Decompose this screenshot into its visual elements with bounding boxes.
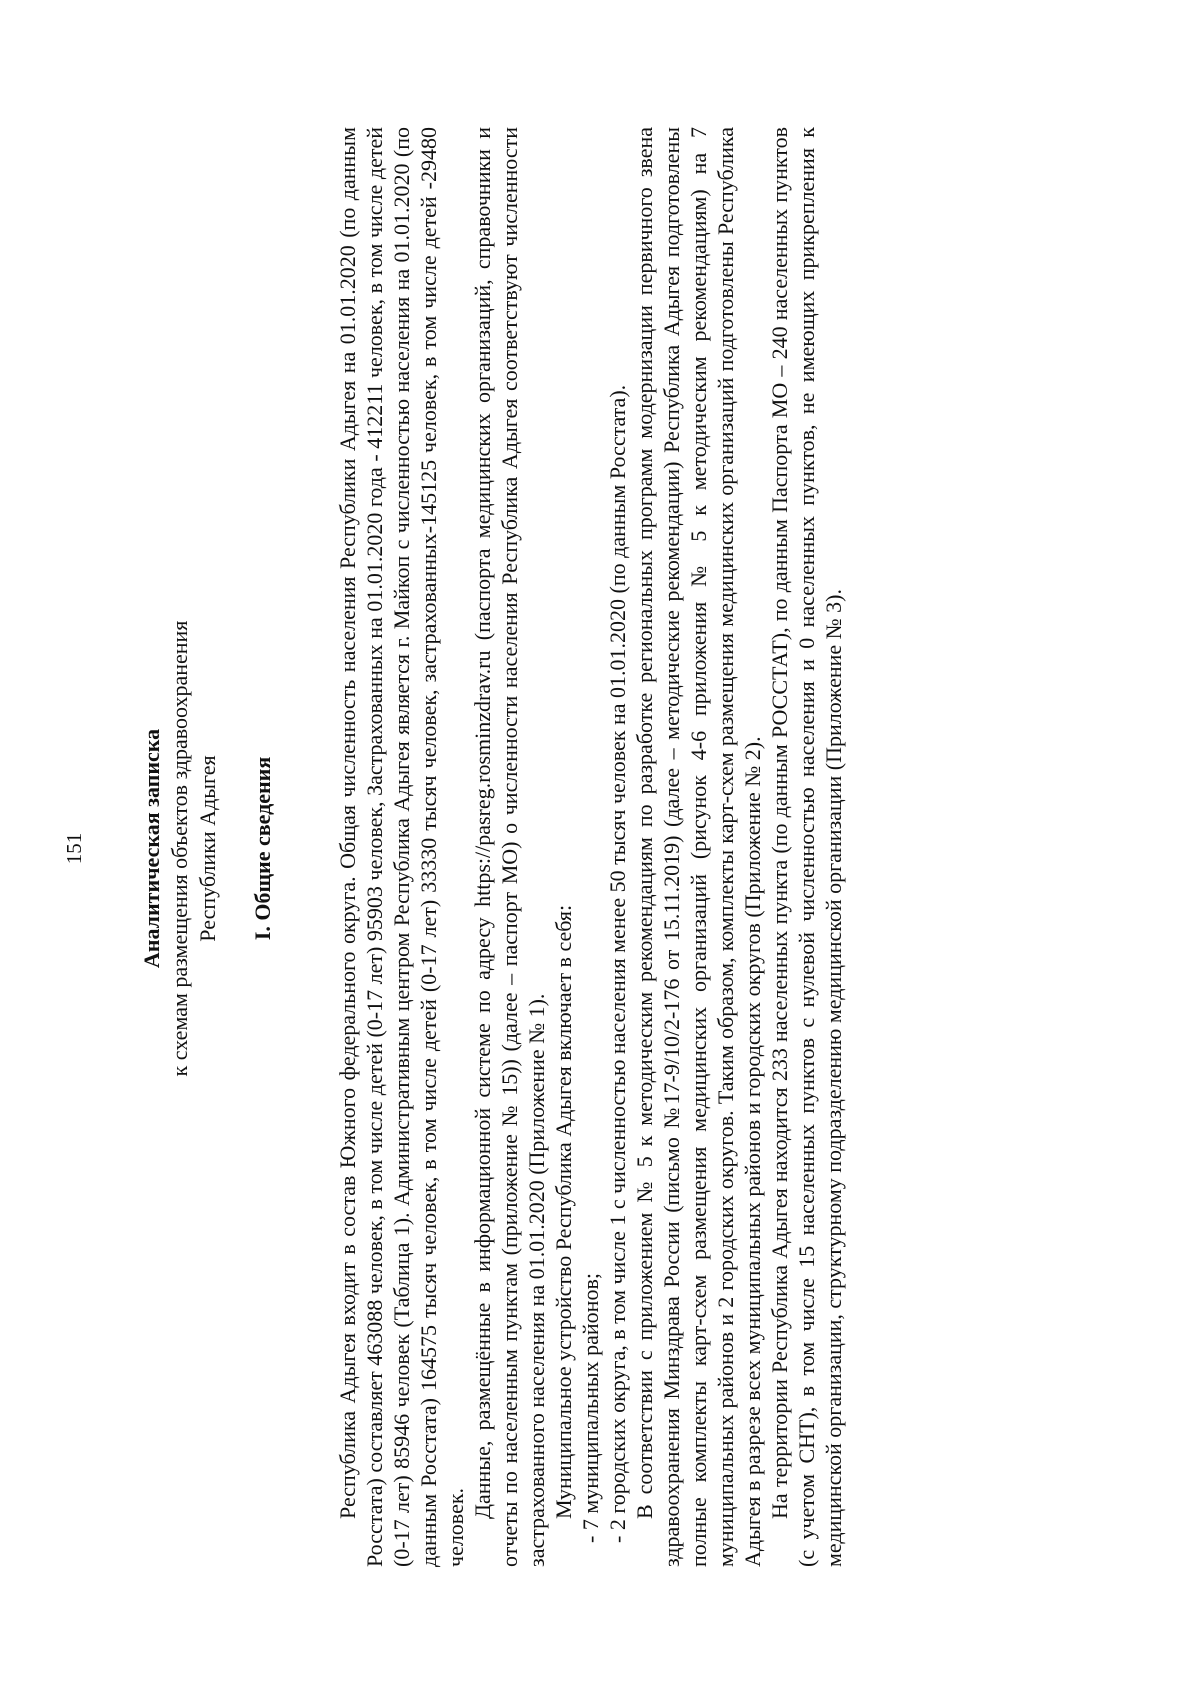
list-item-urban-okrugs: - 2 городских округа, в том числе 1 с численностью населения менее 50 тысяч человек на 01.01.2020 (по данным Росстата). <box>605 384 630 1543</box>
paragraph-municipal-structure: Муниципальное устройство Республика Адыгея включает в себя: <box>551 904 576 1519</box>
paragraph-settlements: На территории Республика Адыгея находится 233 населенных пункта (по данным РОССТАТ), по данным Паспорта МО – 240 населенных пунктов (с учетом СНТ), в том числе 15 населенных пунктов с нулевой численностью населения и 0 населенных пунктов, не имеющих прикрепления к медицинской организации, структурному подразделению медицинской организации (Приложение № 3). <box>767 127 846 1567</box>
paragraph-population: Республика Адыгея входит в состав Южного федерального округа. Общая численность населения Республики Адыгея на 01.01.2020 (по данным Росстата) составляет 463088 человек, в том числе детей (0-17 лет) 95903 человек, Застрахованных на 01.01.2020 года - 412211 человек, в том числе детей (0-17 лет) 85946 человек (Таблица 1). Административным центром Республика Адыгея является г. Майкоп с численностью населения на 01.01.2020 (по данным Росстата) 164575 тысяч человек, в том числе детей (0-17 лет) 33330 тысяч человек, застрахованных-145125 человек, в том числе детей -29480 человек. <box>335 127 468 1567</box>
paragraph-map-schemes: В соответствии с приложением № 5 к методическим рекомендациям по разработке региональных программ модернизации первичного звена здравоохранения Минздрава России (письмо №17-9/10/2-176 от 15.11.2019) (далее – методические рекомендации) Республика Адыгея подготовлены полные комплекты карт-схем размещения медицинских организаций (рисунок 4-6 приложения № 5 к методическим рекомендациям) на 7 муниципальных районов и 2 городских округов. Таким образом, комплекты карт-схем размещения медицинских организаций подготовлены Республика Адыгея в разрезе всех муниципальных районов и городских округов (Приложение № 2). <box>632 127 765 1567</box>
document-body <box>334 127 847 1567</box>
document-title: Аналитическая записка <box>139 728 164 969</box>
document-header <box>138 0 222 1697</box>
page-number: 151 <box>62 832 86 865</box>
section-title: I. Общие сведения <box>250 756 275 941</box>
document-subtitle-line-1: к схемам размещения объектов здравоохранения <box>167 620 192 1077</box>
document-subtitle-line-2: Республики Адыгея <box>195 755 220 942</box>
paragraph-info-system: Данные, размещённые в информационной системе по адресу https://pasreg.rosminzdrav.ru (паспорта медицинских организаций, справочники и отчеты по населенным пунктам (приложение № 15)) (далее – паспорт МО) о численности населения Республика Адыгея соответствуют численности застрахованного населения на 01.01.2020 (Приложение № 1). <box>470 127 549 1567</box>
list-item-districts: - 7 муниципальных районов; <box>578 1273 603 1543</box>
